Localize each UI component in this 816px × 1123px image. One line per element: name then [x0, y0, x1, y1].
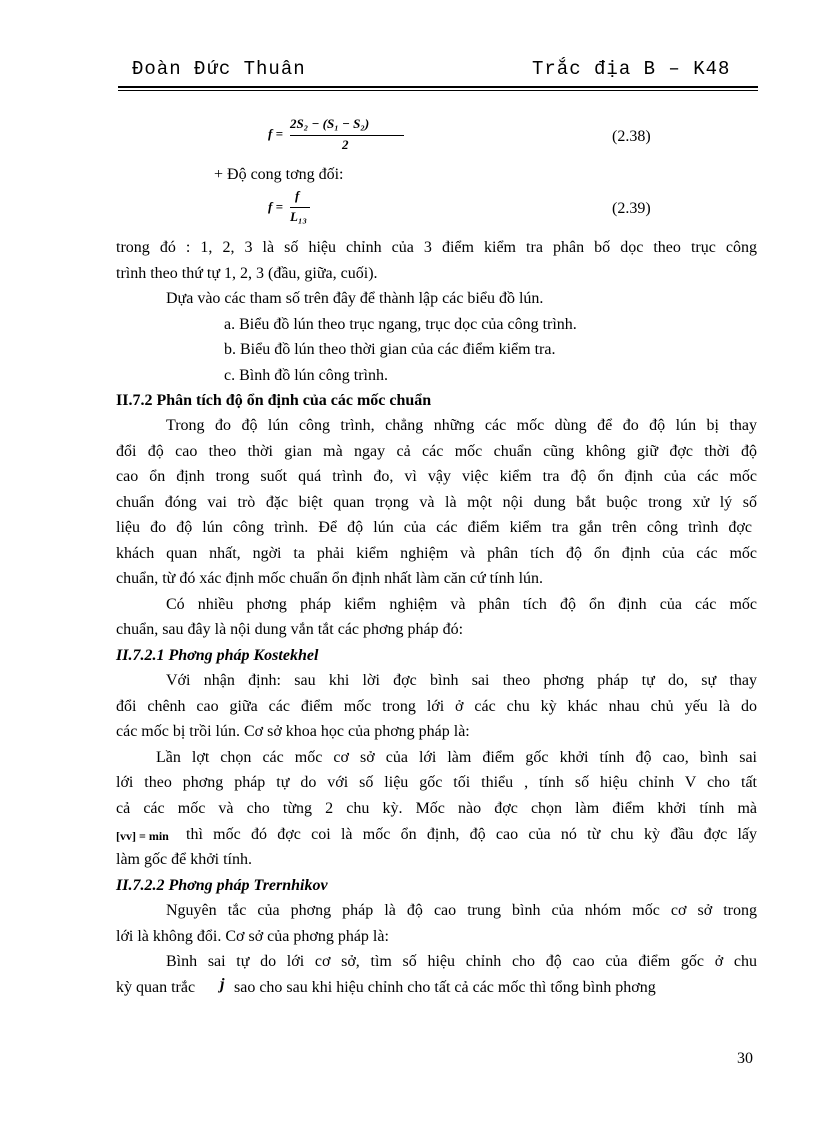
- vv-min-formula: [vv] = min: [116, 829, 169, 843]
- paragraph-line: liệu đo độ lún công trình. Để độ lún của các điểm kiểm tra gắn trên công trình đợc: [116, 519, 752, 536]
- paragraph-line: khách quan nhất, ngời ta phải kiểm nghiệm và phân tích độ ổn định của các mốc: [116, 545, 757, 562]
- paragraph-line: Với nhận định: sau khi lời đợc bình sai theo phơng pháp tự do, sự thay: [166, 672, 757, 689]
- subsection-heading: II.7.2.2 Phơng pháp Trernhikov: [116, 877, 328, 894]
- paragraph-line: Trong đo độ lún công trình, chẳng những các mốc dùng để đo độ lún bị thay: [166, 417, 757, 434]
- paragraph-line: Nguyên tắc của phơng pháp là độ cao trung bình của nhóm mốc cơ sở trong: [166, 902, 757, 919]
- section-heading: II.7.2 Phân tích độ ổn định của các mốc chuẩn: [116, 392, 432, 409]
- paragraph-line: các mốc bị trồi lún. Cơ sở khoa học của phơng pháp là:: [116, 723, 470, 740]
- paragraph-line: kỳ quan trắc: [116, 979, 196, 996]
- equation-numerator: 2S₂ − (S₁ − S₂): [290, 116, 370, 131]
- paragraph-line: chuẩn, từ đó xác định mốc chuẩn ổn định nhất làm căn cứ tính lún.: [116, 570, 544, 587]
- paragraph-line: sao cho sau khi hiệu chỉnh cho tất cả các mốc thì tổng bình phơng: [234, 979, 656, 996]
- paragraph-line: thì mốc đó đợc coi là mốc ổn định, độ cao của nó từ chu kỳ đầu đợc lấy: [186, 826, 757, 843]
- fraction-bar: [290, 135, 404, 136]
- fraction-bar: [290, 207, 310, 208]
- equation-denominator: L₁₃: [290, 209, 308, 224]
- paragraph-line: chuẩn, sau đây là nội dung vắn tắt các phơng pháp đó:: [116, 621, 464, 638]
- paragraph-line: lới là không đổi. Cơ sở của phơng pháp là:: [116, 928, 389, 945]
- paragraph-line: lới theo phơng pháp tự do với số liệu gốc tối thiểu , tính số hiệu chỉnh V cho tất: [116, 774, 757, 791]
- list-item: c. Bình đồ lún công trình.: [224, 367, 388, 384]
- list-item: a. Biểu đồ lún theo trục ngang, trục dọc của công trình.: [224, 316, 577, 333]
- page-number: 30: [737, 1050, 753, 1067]
- paragraph-line: cả các mốc và cho từng 2 chu kỳ. Mốc nào đợc chọn làm điểm khởi tính mà: [116, 800, 757, 817]
- paragraph-line: trong đó : 1, 2, 3 là số hiệu chỉnh của 3 điểm kiểm tra phân bố dọc theo trục công: [116, 239, 757, 256]
- equation-2-38: [268, 116, 408, 156]
- paragraph-line: Lần lợt chọn các mốc cơ sở của lới làm điểm gốc khởi tính độ cao, bình sai: [156, 749, 757, 766]
- equation-2-39: [268, 188, 338, 228]
- list-item: b. Biểu đồ lún theo thời gian của các điểm kiểm tra.: [224, 341, 556, 358]
- relative-curvature-label: + Độ cong tơng đối:: [214, 166, 344, 183]
- header-rule: [118, 86, 758, 88]
- header-author: Đoàn Đức Thuân: [132, 58, 306, 80]
- paragraph-line: trình theo thứ tự 1, 2, 3 (đầu, giữa, cuối).: [116, 265, 378, 282]
- equation-number-2-38: (2.38): [612, 128, 651, 145]
- equation-denominator: 2: [342, 137, 349, 152]
- paragraph-line: Bình sai tự do lới cơ sở, tìm số hiệu chỉnh cho độ cao của điểm gốc ở chu: [166, 953, 757, 970]
- equation-number-2-39: (2.39): [612, 200, 651, 217]
- j-symbol: j: [220, 976, 225, 993]
- equation-lhs: f =: [268, 199, 283, 214]
- paragraph-line: chuẩn đóng vai trò đặc biệt quan trọng và là một nội dung bắt buộc trong xử lý số: [116, 494, 757, 511]
- paragraph-line: cao ổn định trong suốt quá trình đo, vì vậy việc kiểm tra độ ổn định của các mốc: [116, 468, 757, 485]
- paragraph-line: đổi độ cao theo thời gian mà ngay cả các mốc chuẩn cũng không giữ đợc thời độ: [116, 443, 757, 460]
- paragraph-line: Có nhiều phơng pháp kiểm nghiệm và phân tích độ ổn định của các mốc: [166, 596, 757, 613]
- equation-lhs: f =: [268, 126, 283, 141]
- paragraph-line: làm gốc để khởi tính.: [116, 851, 252, 868]
- paragraph-line: đổi chênh cao giữa các điểm mốc trong lới ở các chu kỳ khác nhau chủ yếu là do: [116, 698, 757, 715]
- header-course: Trắc địa B – K48: [532, 58, 731, 80]
- paragraph-line: Dựa vào các tham số trên đây để thành lập các biểu đồ lún.: [166, 290, 544, 307]
- header-rule-thin: [118, 90, 758, 91]
- equation-numerator: f: [295, 188, 300, 203]
- subsection-heading: II.7.2.1 Phơng pháp Kostekhel: [116, 647, 319, 664]
